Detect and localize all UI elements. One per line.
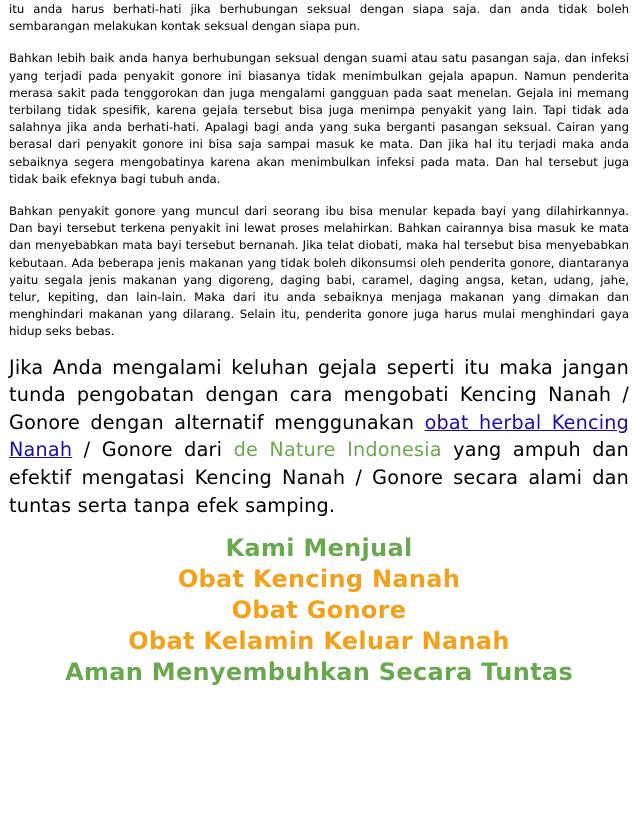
heading-obat-kencing-nanah: Obat Kencing Nanah [177, 565, 461, 594]
promo-text-part1: Jika Anda mengalami keluhan gejala seperti itu maka jangan tunda pengobatan dengan cara mengobati Kencing Nanah / Gonore dengan alternatif menggunakan [9, 355, 629, 434]
promo-paragraph [9, 354, 629, 520]
heading-aman-menyembuhkan: Aman Menyembuhkan Secara Tuntas [65, 658, 573, 687]
paragraph-3: Bahkan penyakit gonore yang muncul dari seorang ibu bisa menular kepada bayi yang dilahirkannya. Dan bayi tersebut terkena penyakit ini lewat proses melahirkan. Bahkan cairannya bisa masuk ke mata dan menyebabkan mata bayi tersebut bernanah. Jika telat diobati, maka hal tersebut bisa menyebabkan kebutaan. Ada beberapa jenis makanan yang tidak boleh dikonsumsi oleh penderita gonore, diantaranya yaitu segala jenis makanan yang digoreng, daging babi, caramel, daging angsa, ketan, udang, jahe, telur, kepiting, dan lain-lain. Maka dari itu anda sebaiknya menjaga makanan yang dimakan dan menghindari makanan yang dilarang. Selain itu, penderita gonore juga harus mulai menghindari gaya hidup seks bebas. [9, 204, 629, 339]
heading-obat-gonore: Obat Gonore [231, 596, 407, 625]
paragraph-1: itu anda harus berhati-hati jika berhubungan seksual dengan siapa saja. dan anda tidak boleh sembarangan melakukan kontak seksual dengan siapa pun. [9, 2, 629, 34]
sales-headings [9, 533, 629, 688]
promo-text-part3: yang ampuh dan efektif mengatasi Kencing Nanah / Gonore secara alami dan tuntas serta tanpa efek samping. [9, 438, 629, 517]
herbal-product-link[interactable]: obat herbal Kencing Nanah [9, 410, 629, 462]
paragraph-2: Bahkan lebih baik anda hanya berhubungan seksual dengan suami atau satu pasangan saja. dan infeksi yang terjadi pada penyakit gonore ini biasanya tidak menimbulkan gejala apapun. Namun penderita merasa sakit pada tenggorokan dan juga mengalami gangguan pada saat menelan. Gejala ini memang terbilang tidak spesifik, karena gejala tersebut bisa juga menimpa penyakit yang lain. Tapi tidak ada salahnya jika anda berhati-hati. Apalagi bagi anda yang suka berganti pasangan seksual. Cairan yang berasal dari penyakit gonore ini bisa saja sampai masuk ke mata. Dan jika hal itu terjadi maka anda sebaiknya segera mengobatinya karena akan menimbulkan infeksi pada mata. Dan hal tersebut juga tidak baik efeknya bagi tubuh anda. [9, 51, 629, 186]
brand-name: de Nature Indonesia [233, 438, 442, 462]
heading-kami-menjual: Kami Menjual [225, 534, 413, 563]
promo-text-part2: / Gonore dari [72, 438, 234, 462]
article-page [9, 0, 629, 688]
heading-obat-kelamin: Obat Kelamin Keluar Nanah [128, 627, 510, 656]
